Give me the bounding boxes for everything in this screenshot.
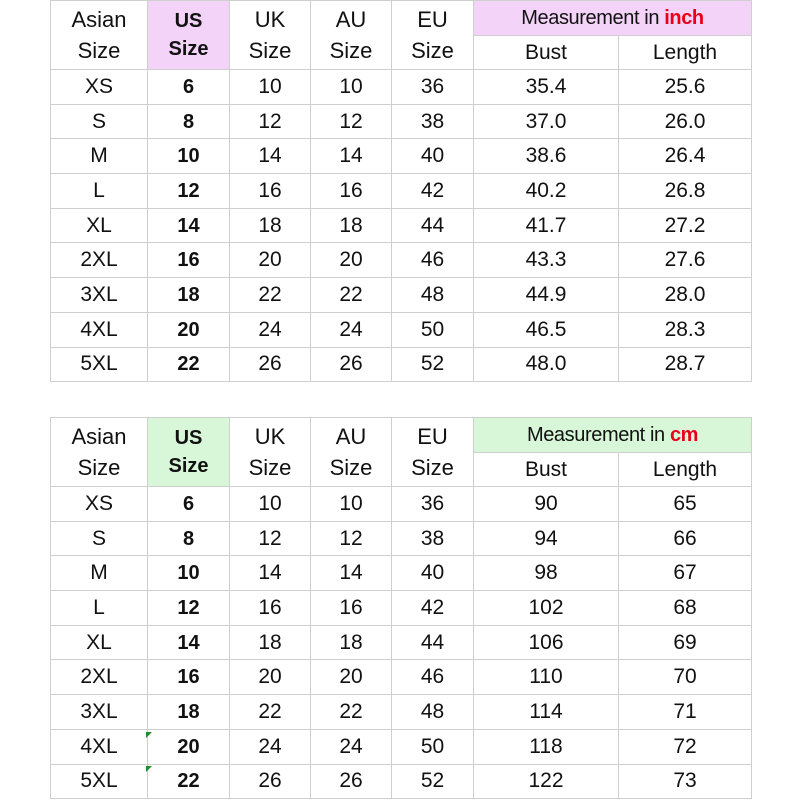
cell-bust: 37.0 [474,104,619,139]
table-row [51,625,752,660]
table-row [51,521,752,556]
cell-asian: 3XL [51,695,148,730]
cell-length: 65 [619,487,752,522]
cell-bust: 44.9 [474,278,619,313]
cell-uk: 10 [230,70,311,105]
header-eu-size: EU Size [392,1,474,70]
table-row [51,208,752,243]
cell-length: 28.7 [619,347,752,382]
table-row [51,487,752,522]
cell-us: 22 [148,764,230,799]
cell-asian: XS [51,487,148,522]
table-row [51,591,752,626]
cell-asian: M [51,556,148,591]
cell-eu: 44 [392,208,474,243]
cell-eu: 38 [392,521,474,556]
header-uk-size: UK Size [230,418,311,487]
table-row [51,70,752,105]
cell-us: 18 [148,695,230,730]
cell-bust: 102 [474,591,619,626]
cell-us: 12 [148,591,230,626]
cell-asian: XS [51,70,148,105]
cell-au: 18 [311,208,392,243]
header-measurement: Measurement in inch [474,1,752,36]
unit-label: cm [669,424,699,446]
cell-bust: 38.6 [474,139,619,174]
cell-uk: 24 [230,729,311,764]
cell-asian: L [51,591,148,626]
cell-us: 16 [148,243,230,278]
cell-length: 69 [619,625,752,660]
cell-au: 14 [311,556,392,591]
cell-bust: 40.2 [474,174,619,209]
cell-length: 27.2 [619,208,752,243]
header-au-size: AU Size [311,1,392,70]
cell-uk: 14 [230,556,311,591]
cell-asian: L [51,174,148,209]
cell-bust: 35.4 [474,70,619,105]
cell-uk: 18 [230,208,311,243]
cell-au: 10 [311,70,392,105]
cell-au: 12 [311,521,392,556]
cell-au: 20 [311,243,392,278]
cell-length: 26.0 [619,104,752,139]
cell-length: 66 [619,521,752,556]
cell-length: 27.6 [619,243,752,278]
cell-au: 14 [311,139,392,174]
cell-eu: 50 [392,729,474,764]
cell-au: 26 [311,347,392,382]
cell-au: 16 [311,174,392,209]
table-row [51,312,752,347]
cell-asian: S [51,521,148,556]
cell-uk: 20 [230,243,311,278]
cell-eu: 46 [392,660,474,695]
cell-us: 20 [148,729,230,764]
cell-bust: 43.3 [474,243,619,278]
cell-bust: 114 [474,695,619,730]
cell-us: 20 [148,312,230,347]
cell-eu: 36 [392,487,474,522]
header-uk-size: UK Size [230,1,311,70]
cell-eu: 36 [392,70,474,105]
cell-us: 18 [148,278,230,313]
cell-eu: 38 [392,104,474,139]
cell-asian: XL [51,208,148,243]
cell-uk: 22 [230,695,311,730]
cell-uk: 10 [230,487,311,522]
table-row [51,347,752,382]
cell-uk: 20 [230,660,311,695]
cell-eu: 52 [392,764,474,799]
cell-bust: 122 [474,764,619,799]
cell-asian: 4XL [51,729,148,764]
cell-au: 16 [311,591,392,626]
cell-length: 28.0 [619,278,752,313]
cell-uk: 26 [230,347,311,382]
cell-asian: 5XL [51,347,148,382]
cell-eu: 48 [392,695,474,730]
cell-asian: XL [51,625,148,660]
cell-eu: 42 [392,591,474,626]
size-table-cm [50,417,752,799]
cell-au: 24 [311,312,392,347]
cell-us: 8 [148,521,230,556]
header-length: Length [619,36,752,70]
cell-uk: 16 [230,591,311,626]
cell-us: 8 [148,104,230,139]
table-row [51,695,752,730]
cell-us: 10 [148,556,230,591]
cell-length: 67 [619,556,752,591]
cell-au: 22 [311,695,392,730]
table-row [51,729,752,764]
cell-length: 68 [619,591,752,626]
cell-length: 72 [619,729,752,764]
cell-au: 22 [311,278,392,313]
cell-au: 18 [311,625,392,660]
size-table-inch [50,0,752,382]
cell-us: 6 [148,70,230,105]
cell-bust: 118 [474,729,619,764]
cell-length: 70 [619,660,752,695]
cell-eu: 44 [392,625,474,660]
header-bust: Bust [474,36,619,70]
cell-bust: 41.7 [474,208,619,243]
cell-us: 12 [148,174,230,209]
header-asian-size: Asian Size [51,1,148,70]
cell-au: 10 [311,487,392,522]
cell-bust: 46.5 [474,312,619,347]
comment-marker-5xl [146,766,152,772]
cell-eu: 48 [392,278,474,313]
cell-uk: 16 [230,174,311,209]
cell-length: 26.4 [619,139,752,174]
cell-au: 26 [311,764,392,799]
table-row [51,556,752,591]
table-row [51,764,752,799]
cell-bust: 94 [474,521,619,556]
header-asian-size: Asian Size [51,418,148,487]
header-us-size: US Size [148,1,230,70]
cell-eu: 50 [392,312,474,347]
cell-eu: 40 [392,139,474,174]
cell-us: 16 [148,660,230,695]
cell-bust: 106 [474,625,619,660]
cell-eu: 42 [392,174,474,209]
cell-bust: 90 [474,487,619,522]
header-us-size: US Size [148,418,230,487]
header-eu-size: EU Size [392,418,474,487]
cell-length: 73 [619,764,752,799]
cell-us: 10 [148,139,230,174]
cell-asian: S [51,104,148,139]
cell-asian: 5XL [51,764,148,799]
cell-bust: 48.0 [474,347,619,382]
cell-asian: 2XL [51,660,148,695]
cell-uk: 18 [230,625,311,660]
table-row [51,174,752,209]
header-bust: Bust [474,453,619,487]
cell-length: 28.3 [619,312,752,347]
cell-bust: 110 [474,660,619,695]
cell-uk: 12 [230,521,311,556]
cell-uk: 14 [230,139,311,174]
cell-eu: 46 [392,243,474,278]
table-row [51,278,752,313]
comment-marker-4xl [146,732,152,738]
cell-bust: 98 [474,556,619,591]
cell-length: 71 [619,695,752,730]
table-row [51,104,752,139]
table-row [51,243,752,278]
cell-au: 24 [311,729,392,764]
cell-us: 14 [148,208,230,243]
header-au-size: AU Size [311,418,392,487]
header-measurement: Measurement in cm [474,418,752,453]
cell-us: 22 [148,347,230,382]
table-row [51,660,752,695]
unit-label: inch [664,7,704,29]
cell-uk: 22 [230,278,311,313]
cell-uk: 24 [230,312,311,347]
cell-length: 25.6 [619,70,752,105]
cell-eu: 52 [392,347,474,382]
cell-us: 14 [148,625,230,660]
cell-eu: 40 [392,556,474,591]
cell-length: 26.8 [619,174,752,209]
cell-au: 20 [311,660,392,695]
cell-au: 12 [311,104,392,139]
header-length: Length [619,453,752,487]
cell-asian: 3XL [51,278,148,313]
cell-uk: 12 [230,104,311,139]
cell-uk: 26 [230,764,311,799]
cell-asian: 4XL [51,312,148,347]
cell-us: 6 [148,487,230,522]
cell-asian: 2XL [51,243,148,278]
table-row [51,139,752,174]
cell-asian: M [51,139,148,174]
